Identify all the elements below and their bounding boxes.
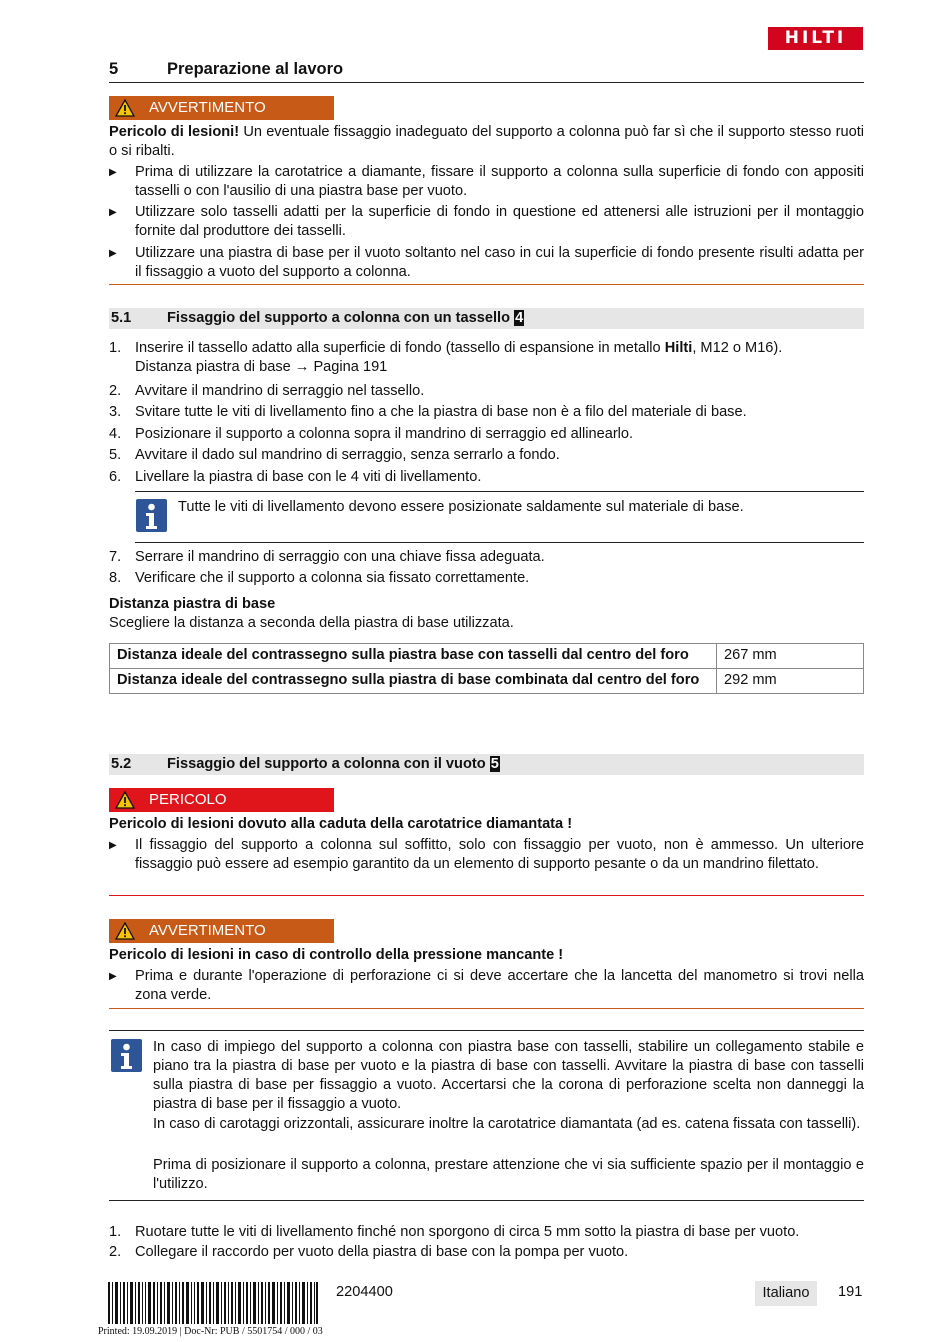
warning-label: AVVERTIMENTO: [149, 99, 266, 116]
section-title: Fissaggio del supporto a colonna con un tassello: [167, 310, 510, 326]
warning-signal-word: [109, 919, 334, 943]
distance-intro: Scegliere la distanza a seconda della piastra di base utilizzata.: [109, 615, 514, 631]
section-heading-5-2: 5.2 Fissaggio del supporto a colonna con il vuoto 5: [109, 754, 864, 775]
info-paragraph: In caso di impiego del supporto a colonna con piastra base con tasselli, stabilire un collegamento stabile e piano tra la piastra di base per vuoto e la piastra di base con tasselli. Avvitare la piastra di base con tasselli sulla piastra di base per fissaggio a vuoto. Accertarsi che la corona di perforazione scelta non danneggi la piastra di base per il fissaggio a vuoto.: [153, 1039, 864, 1112]
chapter-number: 5: [109, 60, 119, 78]
distance-heading: Distanza piastra di base: [109, 596, 276, 612]
note-text: Tutte le viti di livellamento devono essere posizionate saldamente sul materiale di base.: [178, 499, 744, 515]
warning-triangle-icon: [115, 791, 135, 809]
bullet-arrow-icon: ▶: [109, 840, 117, 851]
warning-triangle-icon: [115, 922, 135, 940]
danger-label: PERICOLO: [149, 791, 227, 808]
document-code: 2204400: [336, 1284, 393, 1300]
figure-ref: 4: [515, 310, 524, 326]
info-icon: [136, 499, 167, 532]
table-row: Distanza ideale del contrassegno sulla piastra di base combinata dal centro del foro 292 mm: [110, 669, 864, 694]
warning-text: [109, 123, 864, 161]
warning-label: AVVERTIMENTO: [149, 922, 266, 939]
print-info: Printed: 19.09.2019 | Doc-Nr: PUB / 5501754 / 000 / 03: [98, 1326, 323, 1337]
danger-lead: Pericolo di lesioni dovuto alla caduta della carotatrice diamantata !: [109, 816, 573, 832]
figure-ref: 5: [490, 756, 499, 772]
bullet-arrow-icon: ▶: [109, 971, 117, 982]
info-paragraph: In caso di carotaggi orizzontali, assicurare inoltre la carotatrice diamantata (ad es. catena fissata con tasselli).: [153, 1116, 861, 1132]
warning-divider: [109, 284, 864, 285]
barcode-icon: [108, 1282, 318, 1324]
page-reference-link[interactable]: Distanza piastra di base → Pagina 191: [135, 359, 388, 375]
chapter-title: Preparazione al lavoro: [167, 60, 344, 78]
distance-table: [109, 643, 864, 694]
warning-triangle-icon: [115, 99, 135, 117]
chapter-heading: [109, 58, 864, 83]
page-number: 191: [838, 1284, 863, 1300]
warning-lead: Pericolo di lesioni in caso di controllo della pressione mancante !: [109, 947, 564, 963]
info-top-rule: [109, 1030, 864, 1031]
warning-divider: [109, 1008, 864, 1009]
warning-desc: Un eventuale fissaggio inadeguato del supporto a colonna può far sì che il supporto stesso ruoti o si ribalti.: [109, 124, 865, 159]
bullet-arrow-icon: ▶: [109, 248, 117, 259]
note-bottom-rule: [135, 542, 864, 543]
hilti-logo: HILTI: [768, 27, 863, 50]
section-heading-5-1: 5.1 Fissaggio del supporto a colonna con un tassello 4: [109, 308, 864, 329]
info-bottom-rule: [109, 1200, 864, 1201]
info-icon: [111, 1039, 142, 1072]
danger-divider: [109, 895, 864, 896]
warning-signal-word: [109, 96, 334, 120]
language-label: Italiano: [755, 1281, 817, 1306]
bullet-arrow-icon: ▶: [109, 207, 117, 218]
note-top-rule: [135, 491, 864, 492]
info-paragraph: Prima di posizionare il supporto a colonna, prestare attenzione che vi sia sufficiente spazio per il montaggio e l'utilizzo.: [153, 1157, 864, 1192]
bullet-arrow-icon: ▶: [109, 167, 117, 178]
section-title: Fissaggio del supporto a colonna con il vuoto: [167, 756, 486, 772]
danger-signal-word: [109, 788, 334, 812]
warning-lead: Pericolo di lesioni!: [109, 124, 240, 140]
table-row: Distanza ideale del contrassegno sulla piastra base con tasselli dal centro del foro 267 mm: [110, 644, 864, 669]
